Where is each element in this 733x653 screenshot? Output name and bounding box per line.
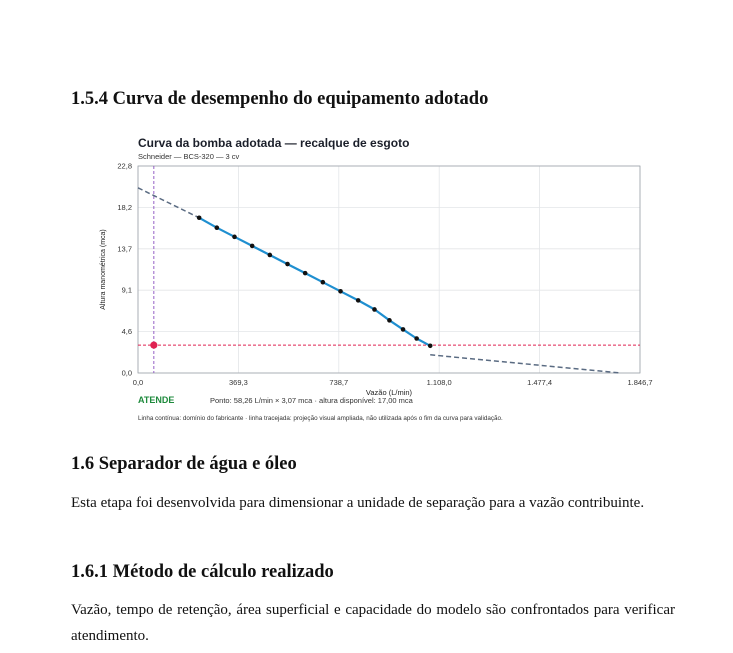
curve-point (321, 280, 326, 285)
operating-point-reference-lines (138, 166, 640, 373)
section-heading-1-6-1: 1.6.1 Método de cálculo realizado (71, 562, 334, 582)
curve-point (303, 271, 308, 276)
curve-point (414, 336, 419, 341)
operating-point-note: Ponto: 58,26 L/min × 3,07 mca · altura disponível: 17,00 mca (210, 396, 413, 405)
y-tick-label: 4,6 (121, 327, 132, 337)
y-tick-label: 22,8 (117, 161, 132, 171)
curve-point (428, 343, 433, 348)
x-tick-label: 1.108,0 (426, 378, 452, 387)
chart-subtitle: Schneider — BCS-320 — 3 cv (138, 152, 240, 161)
projection-curve-line (138, 188, 199, 218)
plot-frame (138, 166, 640, 373)
y-tick-label: 9,1 (121, 285, 132, 295)
x-tick-label: 1.477,4 (527, 378, 553, 387)
chart-title: Curva da bomba adotada — recalque de esgoto (138, 136, 410, 150)
y-tick-labels (117, 162, 132, 378)
x-tick-label: 369,3 (229, 378, 248, 387)
pump-curve-chart (92, 128, 662, 428)
section-heading-1-6: 1.6 Separador de água e óleo (71, 454, 297, 474)
curve-point (232, 235, 237, 240)
section-1-6-1-text: Vazão, tempo de retenção, área superficial e capacidade do modelo são confrontados para verificar atendimento. (71, 602, 675, 644)
section-heading-1-5-4: 1.5.4 Curva de desempenho do equipamento adotado (71, 89, 489, 109)
curve-point (356, 298, 361, 303)
curve-point (215, 225, 220, 230)
x-tick-label: 0,0 (132, 378, 144, 387)
y-tick-label: 18,2 (117, 202, 132, 212)
curve-point (401, 327, 406, 332)
status-badge: ATENDE (138, 395, 175, 405)
curve-point (268, 253, 273, 258)
operating-point (150, 342, 157, 349)
operating-point-group (150, 342, 157, 349)
y-axis-label: Altura manométrica (mca) (100, 229, 107, 310)
curve-point (285, 262, 290, 267)
x-tick-label: 738,7 (329, 378, 349, 387)
curve-point (197, 215, 202, 220)
x-axis-label: Vazão (L/min) (365, 388, 413, 397)
curve-point (250, 244, 255, 249)
curve-point (338, 289, 343, 294)
y-tick-label: 0,0 (121, 368, 132, 378)
projection-curve-line (430, 355, 620, 373)
x-tick-label: 1.846,7 (627, 378, 653, 387)
curve-point (372, 307, 377, 312)
y-tick-label: 13,7 (117, 244, 132, 254)
chart-grid (138, 166, 640, 373)
curve-point (387, 318, 392, 323)
chart-footnote: Linha contínua: domínio do fabricante · linha tracejada: projeção visual ampliada, não utilizada após o fim da curva para validação. (138, 415, 503, 422)
x-tick-labels (133, 378, 653, 387)
section-1-6-text: Esta etapa foi desenvolvida para dimensionar a unidade de separação para a vazão contribuinte. (71, 495, 645, 511)
